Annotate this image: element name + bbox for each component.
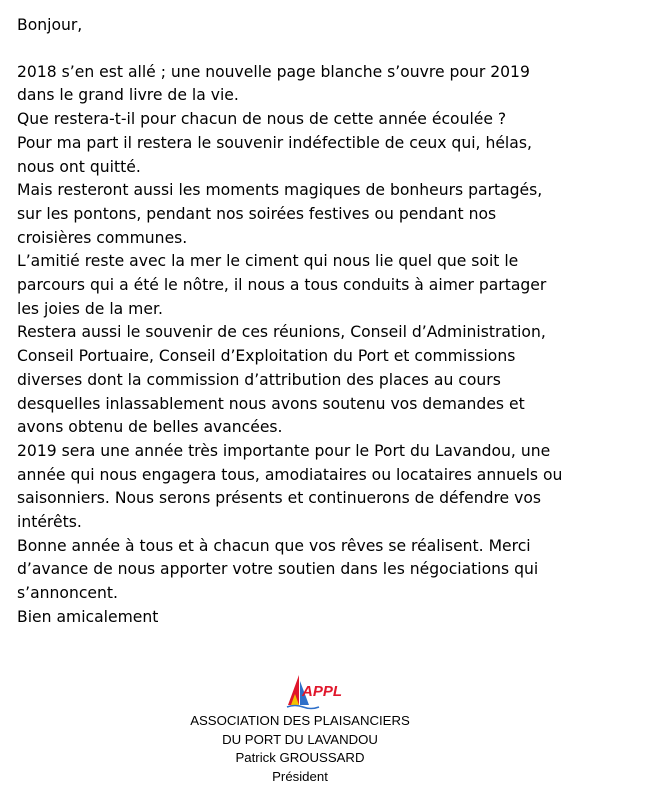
letter-line: nous ont quitté. — [17, 157, 141, 176]
letter-line: intérêts. — [17, 513, 82, 532]
association-name: ASSOCIATION DES PLAISANCIERS — [190, 713, 410, 728]
letter-line: sur les pontons, pendant nos soirées festives ou pendant nos — [17, 204, 497, 223]
sailboat-logo-icon — [285, 672, 367, 710]
logo-wave — [287, 706, 319, 709]
letter-line: Que restera-t-il pour chacun de nous de cette année écoulée ? — [17, 110, 507, 129]
letter-line: année qui nous engagera tous, amodiataires ou locataires annuels ou — [17, 465, 563, 484]
letter-line: L’amitié reste avec la mer le ciment qui nous lie quel que soit le — [17, 252, 519, 271]
letter-text — [17, 61, 642, 630]
letter-line: Restera aussi le souvenir de ces réunions, Conseil d’Administration, — [17, 323, 546, 342]
letter-line: Mais resteront aussi les moments magiques de bonheurs partagés, — [17, 181, 543, 200]
signatory-name: Patrick GROUSSARD — [235, 750, 365, 765]
association-location: DU PORT DU LAVANDOU — [222, 731, 378, 747]
letter-line: saisonniers. Nous serons présents et continuerons de défendre vos — [17, 489, 541, 508]
signature-block — [150, 712, 450, 786]
appl-logo — [285, 672, 367, 710]
logo-text: APPL — [302, 683, 343, 700]
letter-line: Bonne année à tous et à chacun que vos rêves se réalisent. Merci — [17, 536, 531, 555]
letter-body — [17, 14, 642, 630]
letter-line: desquelles inlassablement nous avons soutenu vos demandes et — [17, 394, 525, 413]
letter-line: parcours qui a été le nôtre, il nous a tous conduits à aimer partager — [17, 276, 547, 295]
letter-line: Conseil Portuaire, Conseil d’Exploitation du Port et commissions — [17, 347, 516, 366]
letter-line: d’avance de nous apporter votre soutien dans les négociations qui — [17, 560, 539, 579]
letter-line: s’annoncent. — [17, 584, 118, 603]
letter-line: 2019 sera une année très importante pour le Port du Lavandou, une — [17, 441, 551, 460]
letter-line: les joies de la mer. — [17, 299, 163, 318]
letter-line: avons obtenu de belles avancées. — [17, 418, 283, 437]
letter-line: Bien amicalement — [17, 607, 159, 626]
letter-line: dans le grand livre de la vie. — [17, 86, 239, 105]
letter-line: Pour ma part il restera le souvenir indéfectible de ceux qui, hélas, — [17, 133, 532, 152]
letter-line: croisières communes. — [17, 228, 188, 247]
signatory-title: Président — [272, 768, 328, 784]
letter-line: diverses dont la commission d’attribution des places au cours — [17, 370, 501, 389]
letter-line: 2018 s’en est allé ; une nouvelle page blanche s’ouvre pour 2019 — [17, 62, 530, 81]
greeting: Bonjour, — [17, 16, 83, 34]
